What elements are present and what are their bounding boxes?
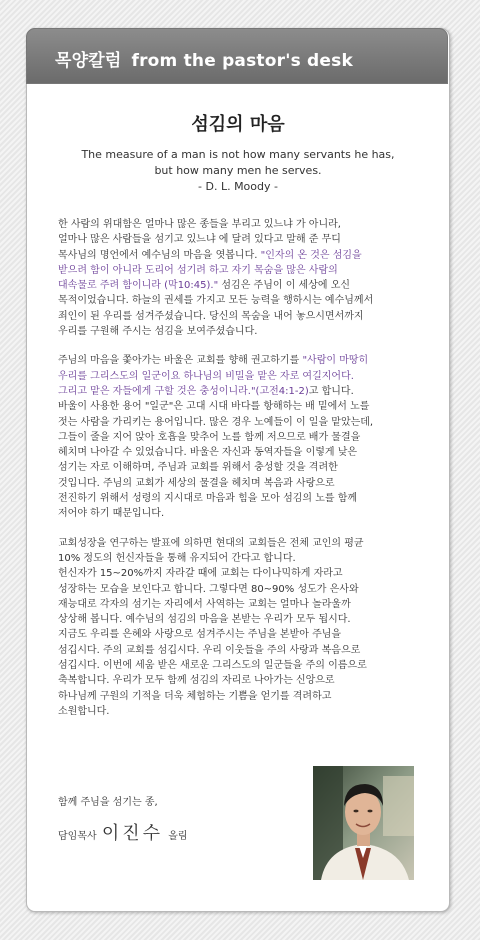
quote-line-1: The measure of a man is not how many servants he has, bbox=[81, 148, 395, 161]
text-segment: 교회성장을 연구하는 발표에 의하면 현대의 교회들은 전체 교인의 평균 bbox=[58, 537, 364, 549]
text-line bbox=[58, 384, 430, 399]
text-line bbox=[58, 612, 430, 627]
paragraph-3 bbox=[58, 536, 430, 720]
text-line bbox=[58, 689, 430, 704]
pastor-photo bbox=[313, 766, 414, 880]
text-line bbox=[58, 658, 430, 673]
text-segment: 섬깁시다. 주의 교회를 섬깁시다. 우리 이웃들을 주의 사랑과 복음으로 bbox=[58, 644, 361, 656]
header-title-english: from the pastor's desk bbox=[131, 51, 353, 71]
text-line bbox=[58, 506, 430, 521]
text-segment: 지금도 우리를 은혜와 사랑으로 섬겨주시는 주님을 본받아 주님을 bbox=[58, 629, 342, 641]
text-line bbox=[58, 232, 430, 247]
column-card bbox=[26, 28, 450, 912]
text-segment: 섬김은 주님이 이 세상에 오신 bbox=[218, 280, 351, 292]
text-segment: 상상해 봅니다. 예수님의 섬김의 마음을 본받는 우리가 모두 됩시다. bbox=[58, 614, 351, 626]
article-title: 섬김의 마음 bbox=[191, 114, 285, 135]
text-line bbox=[58, 460, 430, 475]
header-title-korean: 목양칼럼 bbox=[55, 51, 122, 71]
text-line bbox=[58, 673, 430, 688]
text-segment: 목적이었습니다. 하늘의 권세를 가지고 모든 능력을 행하시는 예수님께서 bbox=[58, 295, 374, 307]
quote-line-2: but how many men he serves. bbox=[154, 164, 322, 177]
scripture-quote: "사람이 마땅히 bbox=[302, 355, 369, 367]
text-segment: 재능대로 각자의 섬기는 자리에서 사역하는 교회는 얼마나 놀라울까 bbox=[58, 598, 351, 610]
text-line bbox=[58, 324, 430, 339]
column-header bbox=[26, 28, 448, 84]
text-segment: 10% 정도의 헌신자들을 통해 유지되어 간다고 합니다. bbox=[58, 552, 296, 564]
text-segment: 성장하는 모습을 보인다고 합니다. 그렇다면 80~90% 성도가 은사와 bbox=[58, 583, 359, 595]
text-line bbox=[58, 369, 430, 384]
text-segment: 섬기는 자로 이해하며, 주님과 교회를 위해서 충성할 것을 격려한 bbox=[58, 462, 338, 474]
text-segment: 섬깁시다. 이번에 세움 받은 새로운 그리스도의 일군들을 주의 이름으로 bbox=[58, 660, 367, 672]
article-text bbox=[58, 217, 430, 733]
text-segment: 하나님께 구원의 기적을 더욱 체험하는 기쁨을 얻기를 격려하고 bbox=[58, 690, 332, 702]
scripture-quote: 우리를 그리스도의 일군이요 하나님의 비밀을 맡은 자로 여길지어다. bbox=[58, 370, 354, 382]
text-line bbox=[58, 551, 430, 566]
text-line bbox=[58, 309, 430, 324]
text-segment: 한 사람의 위대함은 얼마나 많은 종들을 부리고 있느냐 가 아니라, bbox=[58, 219, 341, 230]
text-line bbox=[58, 430, 430, 445]
text-segment: 저어야 하기 때문입니다. bbox=[58, 508, 165, 520]
text-line bbox=[58, 536, 430, 551]
text-line bbox=[58, 627, 430, 642]
text-segment: 헤치며 나아갈 수 있었습니다. 바울은 자신과 동역자들을 이렇게 낮은 bbox=[58, 447, 358, 459]
text-line bbox=[58, 704, 430, 719]
signature-title: 담임목사 bbox=[58, 831, 97, 842]
text-line bbox=[58, 353, 430, 368]
header-title bbox=[55, 46, 353, 71]
text-segment: 얼마나 많은 사람들을 섬기고 있느냐 에 달려 있다고 말해 준 무디 bbox=[58, 234, 341, 246]
text-line bbox=[58, 217, 430, 232]
text-segment: 축복합니다. 우리가 모두 함께 섬김의 자리로 나아가는 신앙으로 bbox=[58, 675, 335, 687]
text-segment: 바울이 사용한 용어 "일군"은 고대 시대 바다를 항해하는 배 밑에서 노를 bbox=[58, 401, 370, 413]
text-line bbox=[58, 293, 430, 308]
text-segment: 목사님의 명언에서 예수님의 마음을 엿봅니다. bbox=[58, 249, 261, 261]
text-segment: 그들이 줄을 지어 앉아 호흡을 맞추어 노를 함께 저으므로 배가 물결을 bbox=[58, 431, 361, 443]
text-segment: 소원합니다. bbox=[58, 705, 110, 717]
text-line bbox=[58, 263, 430, 278]
text-segment: 전진하기 위해서 성령의 지시대로 마음과 힘을 모아 섬김의 노를 함께 bbox=[58, 493, 358, 505]
text-segment: 헌신자가 15~20%까지 자라갈 때에 교회는 다이나믹하게 자라고 bbox=[58, 568, 343, 580]
scripture-quote: 대속물로 주려 함이니라 (막10:45)." bbox=[58, 280, 219, 292]
text-segment: 주님의 마음을 쫓아가는 바울은 교회를 향해 권고하기를 bbox=[58, 355, 303, 367]
scripture-quote: "인자의 온 것은 섬김을 bbox=[260, 249, 362, 261]
paragraph-2 bbox=[58, 353, 430, 521]
signature-name: 이진수 bbox=[101, 823, 163, 844]
quote-attribution: - D. L. Moody - bbox=[198, 180, 278, 193]
signature bbox=[58, 819, 188, 845]
signature-suffix: 올림 bbox=[168, 831, 188, 842]
closing-line: 함께 주님을 섬기는 종, bbox=[58, 797, 158, 808]
text-segment: 우리를 구원해 주시는 섬김을 보여주셨습니다. bbox=[58, 326, 258, 338]
text-line bbox=[58, 476, 430, 491]
text-line bbox=[58, 566, 430, 581]
paragraph-1 bbox=[58, 217, 430, 339]
text-line bbox=[58, 415, 430, 430]
pastor-portrait-image bbox=[313, 766, 414, 880]
text-line bbox=[58, 491, 430, 506]
moody-quote bbox=[27, 147, 449, 195]
text-line bbox=[58, 597, 430, 612]
text-line bbox=[58, 643, 430, 658]
text-line bbox=[58, 278, 430, 293]
text-line bbox=[58, 582, 430, 597]
text-line bbox=[58, 445, 430, 460]
article-body-area bbox=[27, 29, 449, 911]
scripture-quote: 그리고 맡은 자들에게 구할 것은 충성이니라."(고전4:1-2) bbox=[58, 385, 309, 397]
text-segment: 죄인이 된 우리를 섬겨주셨습니다. 당신의 목숨을 내어 놓으시면서까지 bbox=[58, 310, 364, 322]
text-segment: 젓는 사람을 가리키는 용어입니다. 많은 경우 노예들이 이 일을 맡았는데, bbox=[58, 416, 374, 428]
scripture-quote: 받으려 함이 아니라 도리어 섬기려 하고 자기 목숨을 많은 사람의 bbox=[58, 264, 338, 276]
text-segment: 것입니다. 주님의 교회가 세상의 물결을 헤치며 복음과 사랑으로 bbox=[58, 477, 335, 489]
text-line bbox=[58, 399, 430, 414]
text-segment: 고 합니다. bbox=[308, 385, 354, 397]
text-line bbox=[58, 248, 430, 263]
